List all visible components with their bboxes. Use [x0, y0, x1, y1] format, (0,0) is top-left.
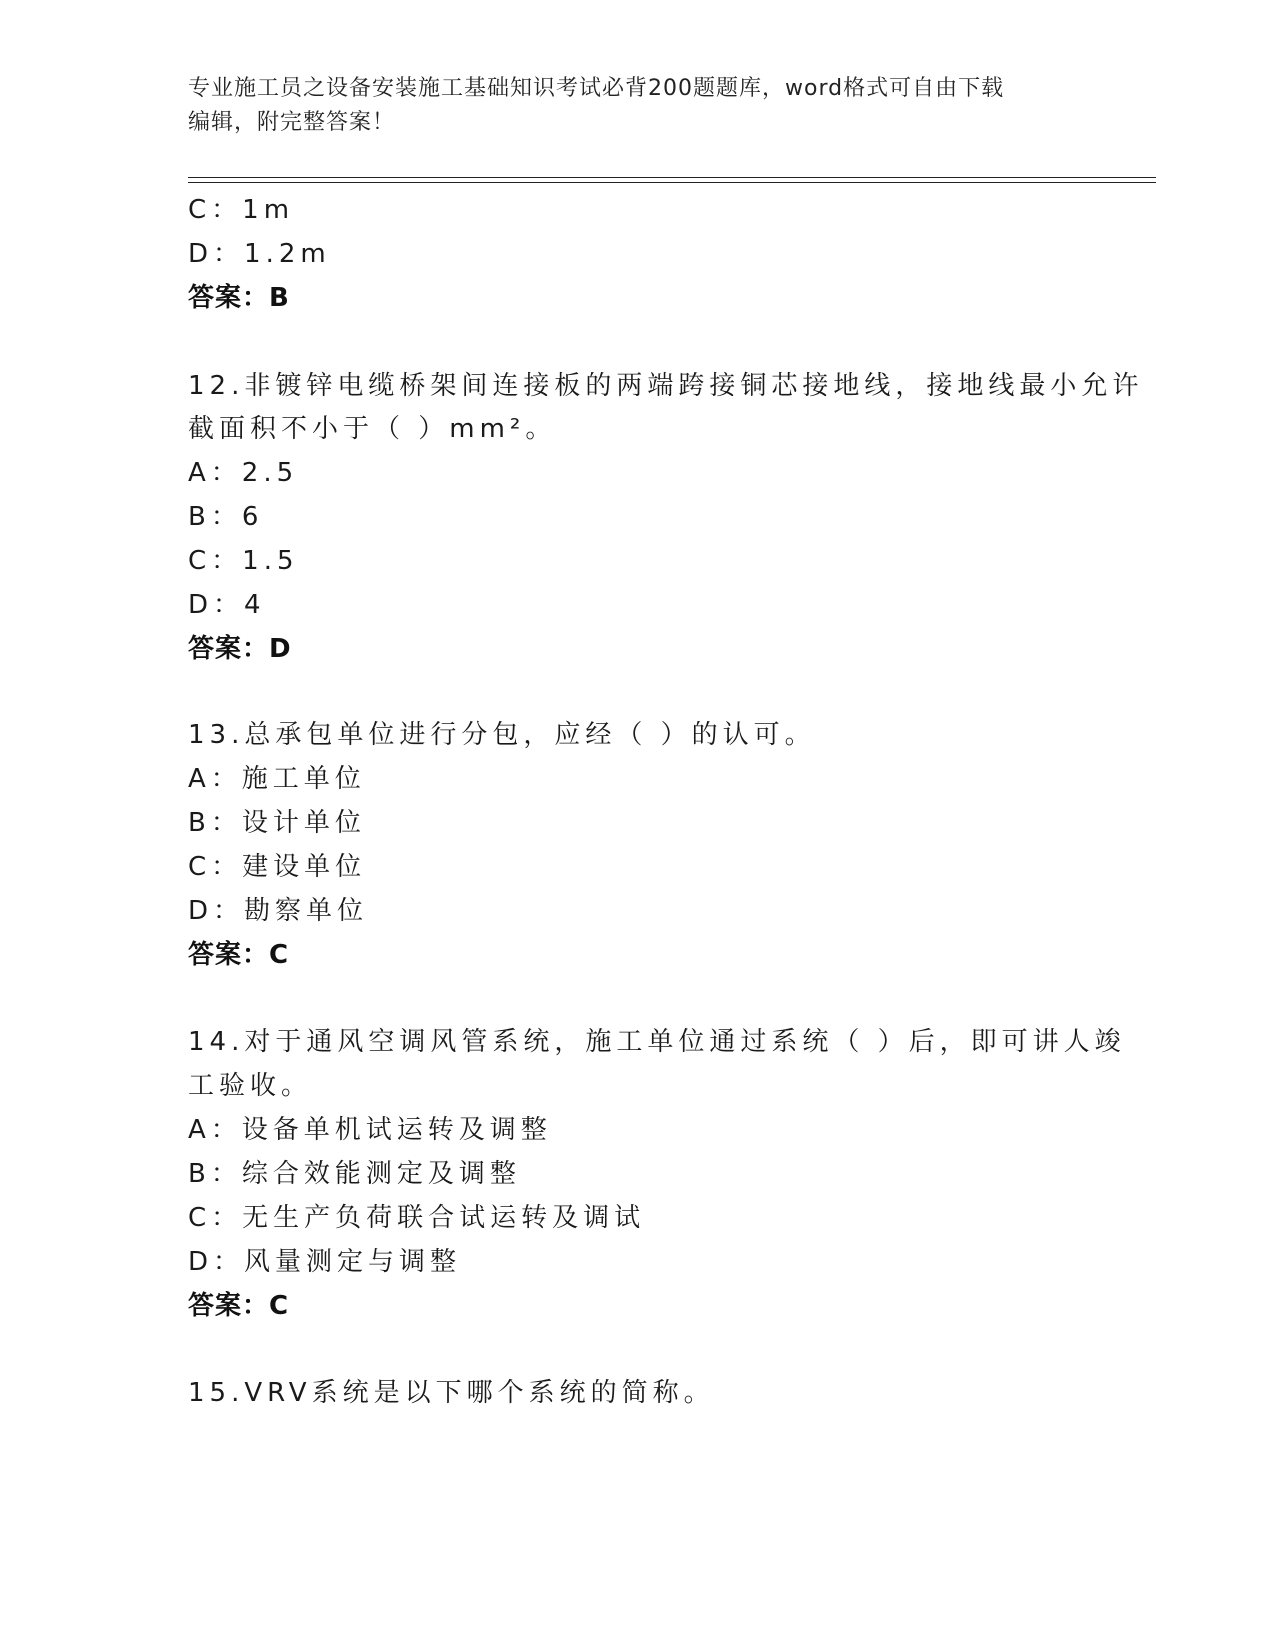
q11-option-c: C：1m — [188, 195, 295, 225]
q15-stem-line-1: 15.VRV系统是以下哪个系统的简称。 — [188, 1378, 715, 1408]
q14-option-a: A：设备单机试运转及调整 — [188, 1115, 552, 1145]
q13-option-c: C：建设单位 — [188, 852, 367, 882]
q12-answer: 答案：D — [188, 634, 292, 664]
q14-stem-line-1: 14.对于通风空调风管系统，施工单位通过系统（ ）后，即可讲人竣 — [188, 1027, 1126, 1057]
q12-option-c: C：1.5 — [188, 546, 299, 576]
q12-stem-line-1: 12.非镀锌电缆桥架间连接板的两端跨接铜芯接地线，接地线最小允许 — [188, 371, 1144, 401]
q11-answer: 答案：B — [188, 283, 290, 313]
q12-option-a: A：2.5 — [188, 458, 299, 488]
q13-stem-line-1: 13.总承包单位进行分包，应经（ ）的认可。 — [188, 720, 816, 750]
q13-option-d: D：勘察单位 — [188, 896, 369, 926]
q13-option-b: B：设计单位 — [188, 808, 366, 838]
q14-option-b: B：综合效能测定及调整 — [188, 1159, 521, 1189]
header-divider-bottom — [188, 182, 1156, 183]
header-divider-top — [188, 177, 1156, 178]
q12-option-b: B：6 — [188, 502, 264, 532]
q14-stem-line-2: 工验收。 — [188, 1071, 313, 1101]
q13-option-a: A：施工单位 — [188, 764, 366, 794]
q11-option-d: D：1.2m — [188, 239, 331, 269]
header-line-2: 编辑，附完整答案！ — [188, 110, 396, 135]
q14-option-d: D：风量测定与调整 — [188, 1247, 462, 1277]
q13-answer: 答案：C — [188, 940, 290, 970]
q12-option-d: D：4 — [188, 590, 266, 620]
document-header — [188, 72, 1088, 140]
q14-answer: 答案：C — [188, 1291, 290, 1321]
q12-stem-line-2: 截面积不小于（ ）mm²。 — [188, 414, 557, 444]
q14-option-c: C：无生产负荷联合试运转及调试 — [188, 1203, 646, 1233]
header-line-1: 专业施工员之设备安装施工基础知识考试必背200题题库，word格式可自由下载 — [188, 76, 1005, 101]
